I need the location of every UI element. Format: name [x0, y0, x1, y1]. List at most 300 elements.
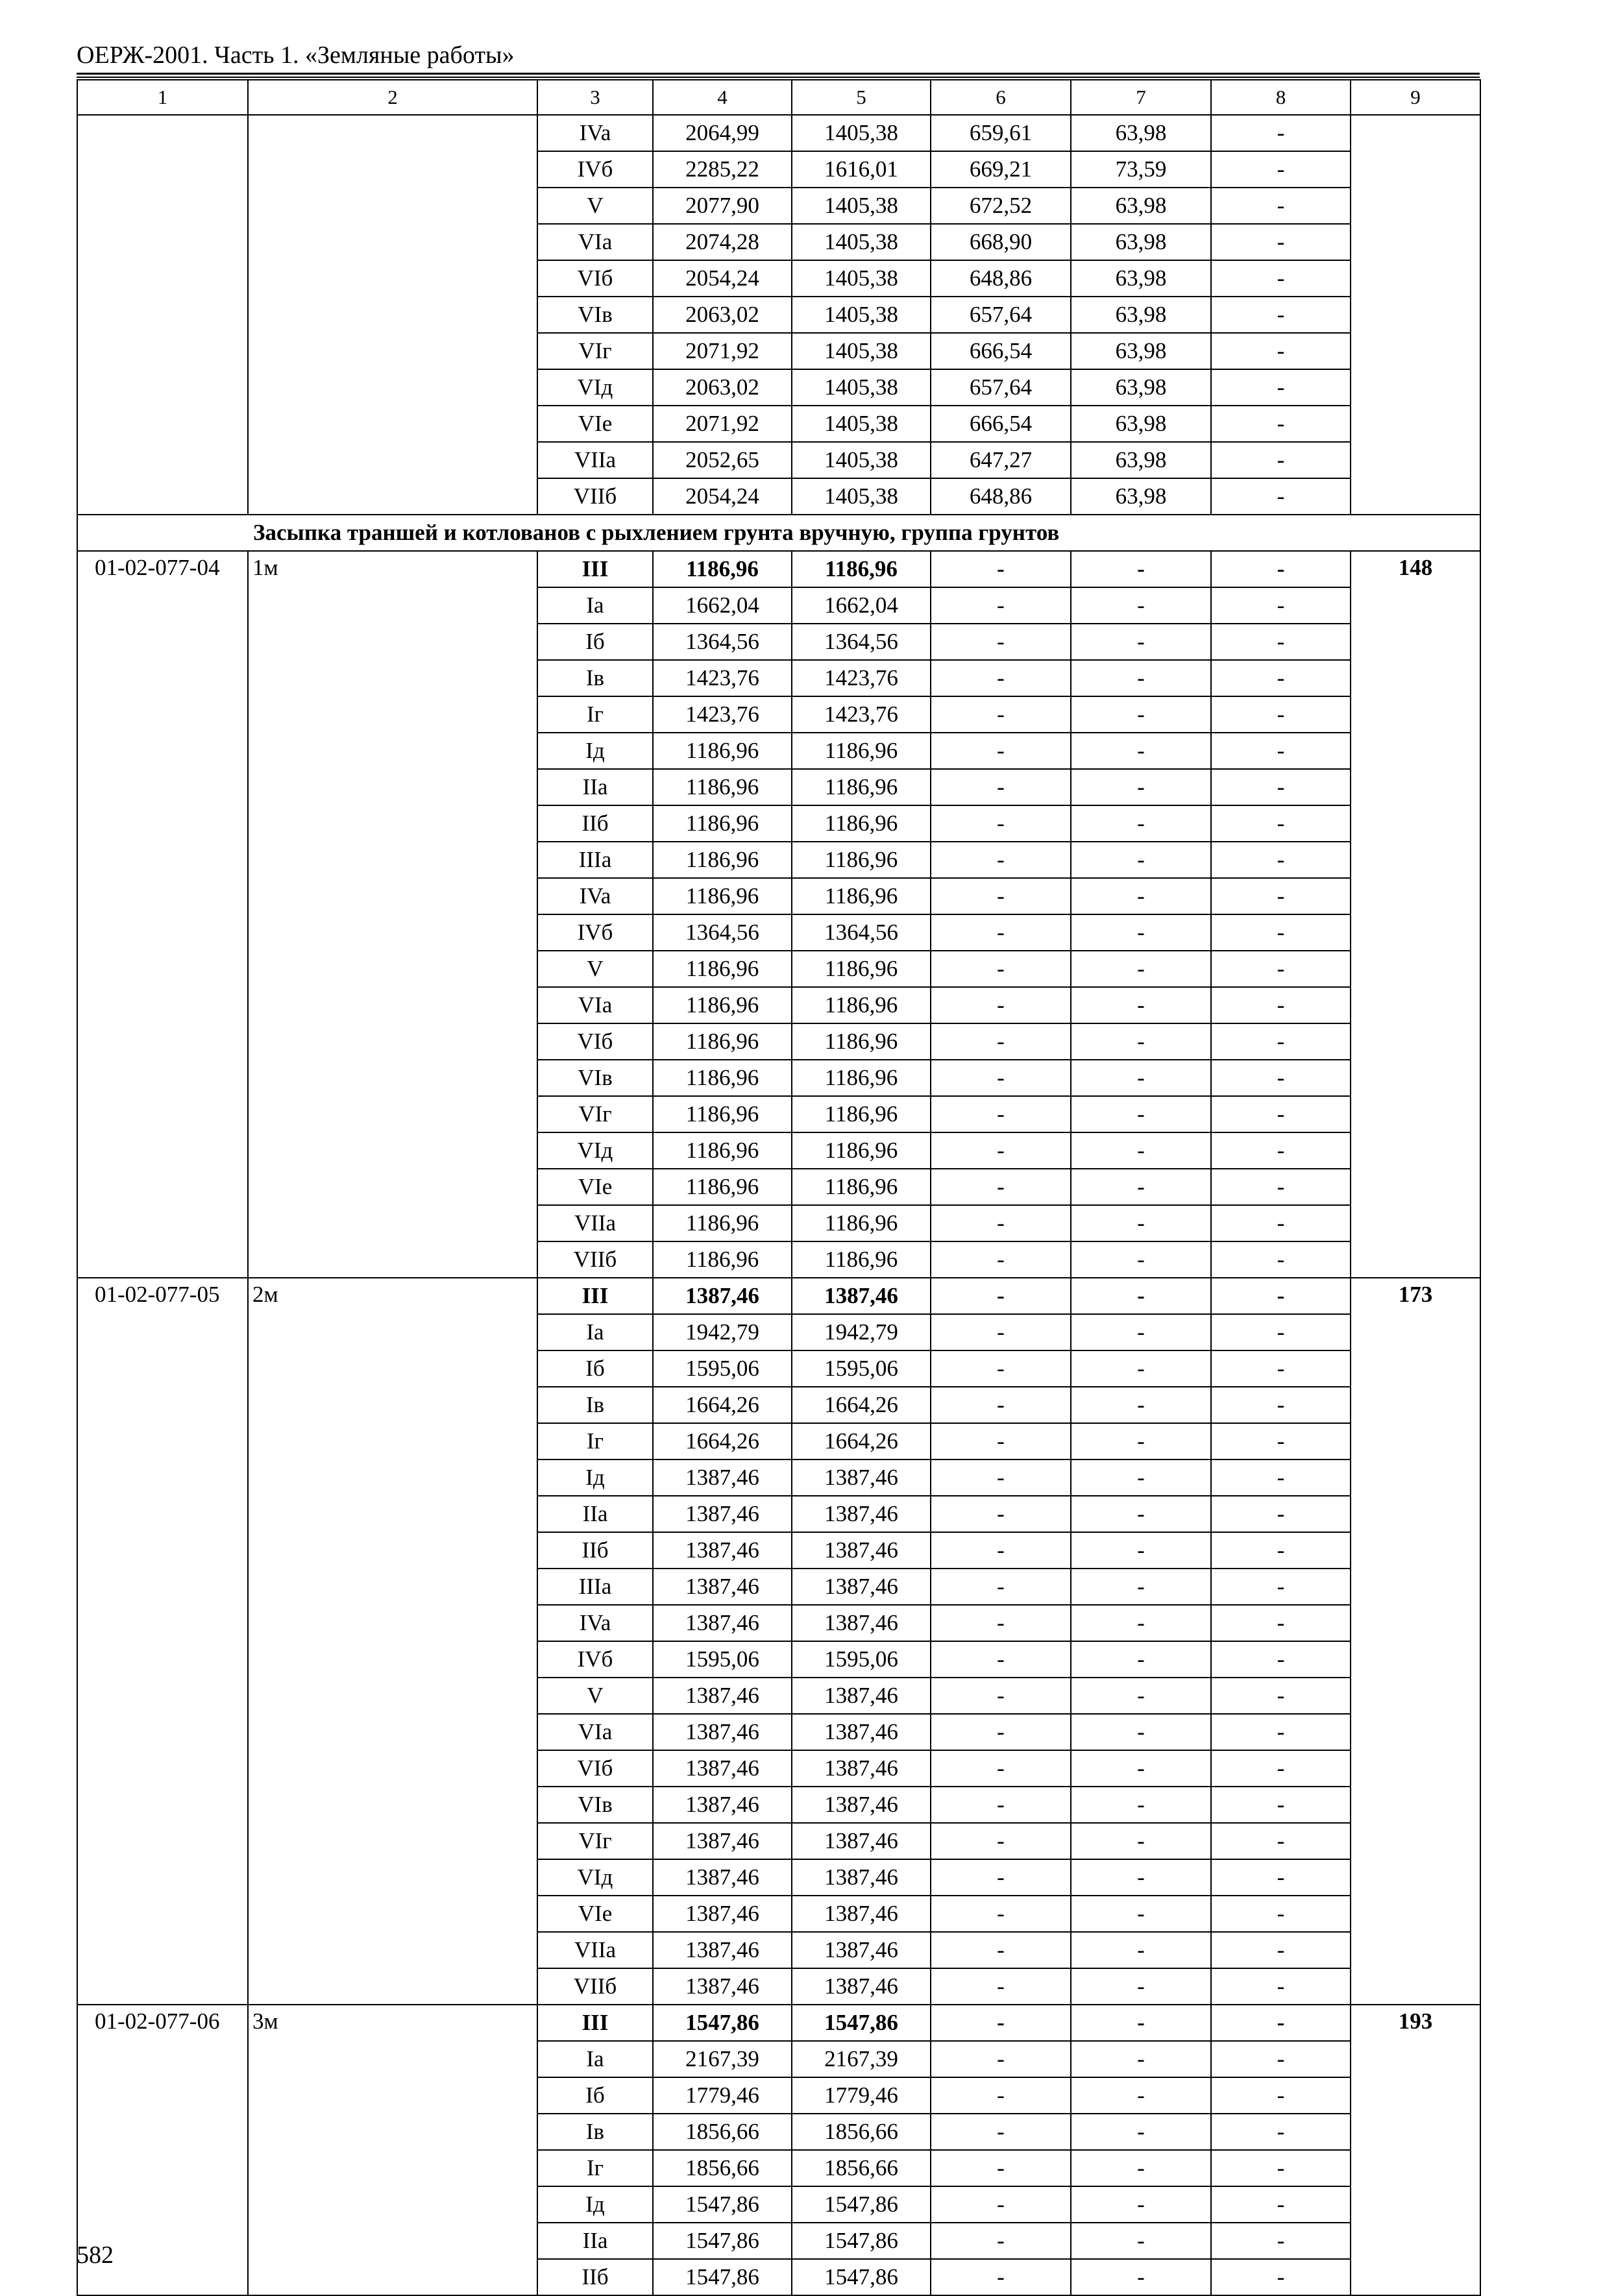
rate-name: 2м	[248, 1278, 537, 2005]
machines-cell: 647,27	[931, 442, 1071, 478]
grade-cell: III	[537, 2005, 653, 2041]
grade-cell: VIг	[537, 1096, 653, 1132]
machinists-wages-cell: -	[1071, 1569, 1211, 1605]
materials-cell: -	[1211, 660, 1351, 696]
total-cost-cell: 1364,56	[653, 624, 792, 660]
machines-cell: -	[931, 951, 1071, 987]
machines-cell: 666,54	[931, 406, 1071, 442]
machinists-wages-cell: -	[1071, 1496, 1211, 1532]
grade-cell: Iд	[537, 2186, 653, 2223]
wages-cell: 1186,96	[792, 1169, 931, 1205]
grade-cell: IIIa	[537, 1569, 653, 1605]
wages-cell: 1405,38	[792, 333, 931, 369]
grade-cell: V	[537, 951, 653, 987]
machinists-wages-cell: -	[1071, 2114, 1211, 2150]
total-cost-cell: 1856,66	[653, 2150, 792, 2186]
grade-cell: IIIa	[537, 842, 653, 878]
materials-cell: -	[1211, 369, 1351, 406]
table-row	[77, 2005, 1480, 2041]
materials-cell: -	[1211, 696, 1351, 733]
total-cost-cell: 1387,46	[653, 1968, 792, 2005]
wages-cell: 1364,56	[792, 624, 931, 660]
wages-cell: 1405,38	[792, 442, 931, 478]
materials-cell: -	[1211, 1678, 1351, 1714]
wages-cell: 1405,38	[792, 478, 931, 515]
grade-cell: VIд	[537, 1132, 653, 1169]
machinists-wages-cell: -	[1071, 1968, 1211, 2005]
grade-cell: VIе	[537, 1896, 653, 1932]
rate-code: 01-02-077-05	[77, 1278, 248, 2005]
page-number: 582	[77, 2241, 114, 2269]
machines-cell: -	[931, 1968, 1071, 2005]
labor-total: 148	[1351, 551, 1480, 1278]
machines-cell: -	[931, 1459, 1071, 1496]
total-cost-cell: 2054,24	[653, 260, 792, 297]
total-cost-cell: 1387,46	[653, 1823, 792, 1859]
materials-cell: -	[1211, 115, 1351, 151]
materials-cell: -	[1211, 2041, 1351, 2077]
machinists-wages-cell: -	[1071, 1350, 1211, 1387]
machinists-wages-cell: -	[1071, 1605, 1211, 1641]
grade-cell: VIб	[537, 1750, 653, 1787]
grade-cell: Iв	[537, 2114, 653, 2150]
section-spacer-cell	[77, 515, 248, 551]
machines-cell: -	[931, 1132, 1071, 1169]
grade-cell: Iб	[537, 2077, 653, 2114]
materials-cell: -	[1211, 1060, 1351, 1096]
machinists-wages-cell: -	[1071, 1387, 1211, 1423]
machines-cell: -	[931, 1241, 1071, 1278]
machinists-wages-cell: -	[1071, 2186, 1211, 2223]
machines-cell: -	[931, 1350, 1071, 1387]
materials-cell: -	[1211, 260, 1351, 297]
machinists-wages-cell: -	[1071, 842, 1211, 878]
total-cost-cell: 1186,96	[653, 878, 792, 914]
grade-cell: Ia	[537, 587, 653, 624]
wages-cell: 1186,96	[792, 551, 931, 587]
machines-cell: -	[931, 1278, 1071, 1314]
materials-cell: -	[1211, 1932, 1351, 1968]
machines-cell: -	[931, 1823, 1071, 1859]
materials-cell: -	[1211, 624, 1351, 660]
machinists-wages-cell: -	[1071, 2005, 1211, 2041]
total-cost-cell: 1186,96	[653, 1023, 792, 1060]
machines-cell: -	[931, 1859, 1071, 1896]
materials-cell: -	[1211, 2150, 1351, 2186]
machines-cell: -	[931, 1023, 1071, 1060]
materials-cell: -	[1211, 1569, 1351, 1605]
wages-cell: 1387,46	[792, 1859, 931, 1896]
grade-cell: VIе	[537, 1169, 653, 1205]
materials-cell: -	[1211, 1823, 1351, 1859]
grade-cell: VIIб	[537, 1241, 653, 1278]
materials-cell: -	[1211, 1968, 1351, 2005]
total-cost-cell: 1186,96	[653, 805, 792, 842]
total-cost-cell: 1186,96	[653, 1169, 792, 1205]
wages-cell: 1186,96	[792, 1060, 931, 1096]
machines-cell: -	[931, 551, 1071, 587]
wages-cell: 1405,38	[792, 297, 931, 333]
total-cost-cell: 1664,26	[653, 1423, 792, 1459]
machinists-wages-cell: 73,59	[1071, 151, 1211, 188]
wages-cell: 1186,96	[792, 842, 931, 878]
total-cost-cell: 1547,86	[653, 2223, 792, 2259]
machines-cell: -	[931, 1932, 1071, 1968]
total-cost-cell: 2052,65	[653, 442, 792, 478]
column-number-cell: 4	[653, 80, 792, 115]
wages-cell: 1387,46	[792, 1823, 931, 1859]
machinists-wages-cell: -	[1071, 1459, 1211, 1496]
materials-cell: -	[1211, 478, 1351, 515]
rate-code: 01-02-077-04	[77, 551, 248, 1278]
wages-cell: 1405,38	[792, 369, 931, 406]
wages-cell: 1387,46	[792, 1787, 931, 1823]
total-cost-cell: 2063,02	[653, 369, 792, 406]
grade-cell: IVa	[537, 878, 653, 914]
grade-cell: IVa	[537, 1605, 653, 1641]
grade-cell: VIв	[537, 1787, 653, 1823]
machinists-wages-cell: -	[1071, 1096, 1211, 1132]
machinists-wages-cell: -	[1071, 805, 1211, 842]
machinists-wages-cell: -	[1071, 1678, 1211, 1714]
column-number-cell: 5	[792, 80, 931, 115]
wages-cell: 1387,46	[792, 1750, 931, 1787]
machinists-wages-cell: 63,98	[1071, 188, 1211, 224]
machines-cell: -	[931, 624, 1071, 660]
machinists-wages-cell: -	[1071, 769, 1211, 805]
total-cost-cell: 1387,46	[653, 1787, 792, 1823]
wages-cell: 1662,04	[792, 587, 931, 624]
grade-cell: VIIб	[537, 1968, 653, 2005]
machines-cell: 657,64	[931, 369, 1071, 406]
grade-cell: Iд	[537, 733, 653, 769]
materials-cell: -	[1211, 1096, 1351, 1132]
materials-cell: -	[1211, 733, 1351, 769]
table-row	[77, 115, 1480, 151]
machines-cell: -	[931, 769, 1071, 805]
total-cost-cell: 1186,96	[653, 842, 792, 878]
wages-cell: 1186,96	[792, 878, 931, 914]
total-cost-cell: 1387,46	[653, 1714, 792, 1750]
name-cell	[248, 115, 537, 515]
grade-cell: VIIa	[537, 1932, 653, 1968]
grade-cell: IVб	[537, 1641, 653, 1678]
grade-cell: VIв	[537, 297, 653, 333]
page-header: ОЕРЖ-2001. Часть 1. «Земляные работы»	[77, 42, 515, 69]
machinists-wages-cell: 63,98	[1071, 478, 1211, 515]
total-cost-cell: 1387,46	[653, 1750, 792, 1787]
grade-cell: VIв	[537, 1060, 653, 1096]
wages-cell: 1547,86	[792, 2005, 931, 2041]
machines-cell: -	[931, 1496, 1071, 1532]
machinists-wages-cell: -	[1071, 1169, 1211, 1205]
grade-cell: IIб	[537, 2259, 653, 2295]
materials-cell: -	[1211, 1859, 1351, 1896]
total-cost-cell: 1186,96	[653, 1096, 792, 1132]
grade-cell: VIa	[537, 987, 653, 1023]
total-cost-cell: 1387,46	[653, 1896, 792, 1932]
materials-cell: -	[1211, 951, 1351, 987]
materials-cell: -	[1211, 587, 1351, 624]
wages-cell: 1387,46	[792, 1678, 931, 1714]
total-cost-cell: 1856,66	[653, 2114, 792, 2150]
materials-cell: -	[1211, 805, 1351, 842]
total-cost-cell: 1186,96	[653, 951, 792, 987]
machines-cell: -	[931, 1787, 1071, 1823]
total-cost-cell: 2071,92	[653, 333, 792, 369]
grade-cell: VIб	[537, 1023, 653, 1060]
machinists-wages-cell: -	[1071, 624, 1211, 660]
machinists-wages-cell: -	[1071, 2150, 1211, 2186]
wages-cell: 1547,86	[792, 2223, 931, 2259]
machinists-wages-cell: -	[1071, 1714, 1211, 1750]
machinists-wages-cell: -	[1071, 1278, 1211, 1314]
machinists-wages-cell: 63,98	[1071, 224, 1211, 260]
wages-cell: 1664,26	[792, 1423, 931, 1459]
materials-cell: -	[1211, 1023, 1351, 1060]
grade-cell: IVб	[537, 914, 653, 951]
grade-cell: Iд	[537, 1459, 653, 1496]
total-cost-cell: 1186,96	[653, 551, 792, 587]
grade-cell: V	[537, 188, 653, 224]
total-cost-cell: 1186,96	[653, 987, 792, 1023]
total-cost-cell: 1595,06	[653, 1350, 792, 1387]
grade-cell: IIa	[537, 769, 653, 805]
materials-cell: -	[1211, 151, 1351, 188]
machinists-wages-cell: -	[1071, 1132, 1211, 1169]
wages-cell: 1186,96	[792, 1023, 931, 1060]
materials-cell: -	[1211, 1132, 1351, 1169]
materials-cell: -	[1211, 1496, 1351, 1532]
machines-cell: 659,61	[931, 115, 1071, 151]
materials-cell: -	[1211, 188, 1351, 224]
materials-cell: -	[1211, 1605, 1351, 1641]
machinists-wages-cell: -	[1071, 914, 1211, 951]
wages-cell: 1186,96	[792, 1096, 931, 1132]
grade-cell: VIa	[537, 224, 653, 260]
total-cost-cell: 2063,02	[653, 297, 792, 333]
total-cost-cell: 1779,46	[653, 2077, 792, 2114]
materials-cell: -	[1211, 1387, 1351, 1423]
materials-cell: -	[1211, 2114, 1351, 2150]
total-cost-cell: 1387,46	[653, 1278, 792, 1314]
machinists-wages-cell: -	[1071, 2077, 1211, 2114]
wages-cell: 1423,76	[792, 696, 931, 733]
wages-cell: 1186,96	[792, 1205, 931, 1241]
total-cost-cell: 2064,99	[653, 115, 792, 151]
total-cost-cell: 1387,46	[653, 1532, 792, 1569]
machines-cell: 657,64	[931, 297, 1071, 333]
table-row	[77, 551, 1480, 587]
machinists-wages-cell: -	[1071, 1060, 1211, 1096]
wages-cell: 1387,46	[792, 1714, 931, 1750]
machines-cell: -	[931, 2259, 1071, 2295]
wages-cell: 1405,38	[792, 188, 931, 224]
materials-cell: -	[1211, 333, 1351, 369]
wages-cell: 1186,96	[792, 1241, 931, 1278]
wages-cell: 1364,56	[792, 914, 931, 951]
table-row	[77, 1278, 1480, 1314]
wages-cell: 1405,38	[792, 115, 931, 151]
grade-cell: VIIa	[537, 442, 653, 478]
machinists-wages-cell: -	[1071, 1932, 1211, 1968]
total-cost-cell: 1547,86	[653, 2259, 792, 2295]
machinists-wages-cell: -	[1071, 1314, 1211, 1350]
column-number-cell: 9	[1351, 80, 1480, 115]
machinists-wages-cell: -	[1071, 733, 1211, 769]
wages-cell: 1856,66	[792, 2150, 931, 2186]
code-cell	[77, 115, 248, 515]
total-cost-cell: 1364,56	[653, 914, 792, 951]
materials-cell: -	[1211, 406, 1351, 442]
machines-cell: -	[931, 987, 1071, 1023]
wages-cell: 1186,96	[792, 1132, 931, 1169]
wages-cell: 1405,38	[792, 224, 931, 260]
total-cost-cell: 2074,28	[653, 224, 792, 260]
machines-cell: -	[931, 733, 1071, 769]
wages-cell: 1387,46	[792, 1605, 931, 1641]
materials-cell: -	[1211, 1750, 1351, 1787]
wages-cell: 1387,46	[792, 1569, 931, 1605]
machinists-wages-cell: -	[1071, 2259, 1211, 2295]
machines-cell: 666,54	[931, 333, 1071, 369]
grade-cell: IIa	[537, 2223, 653, 2259]
header-rule	[77, 73, 1480, 75]
machines-cell: -	[931, 2223, 1071, 2259]
machinists-wages-cell: -	[1071, 696, 1211, 733]
total-cost-cell: 1387,46	[653, 1459, 792, 1496]
machines-cell: -	[931, 1314, 1071, 1350]
materials-cell: -	[1211, 1423, 1351, 1459]
total-cost-cell: 1186,96	[653, 1060, 792, 1096]
machinists-wages-cell: 63,98	[1071, 115, 1211, 151]
wages-cell: 1616,01	[792, 151, 931, 188]
column-number-cell: 6	[931, 80, 1071, 115]
materials-cell: -	[1211, 842, 1351, 878]
machinists-wages-cell: -	[1071, 1532, 1211, 1569]
total-cost-cell: 1387,46	[653, 1932, 792, 1968]
machinists-wages-cell: -	[1071, 551, 1211, 587]
grade-cell: IIб	[537, 1532, 653, 1569]
machines-cell: -	[931, 2150, 1071, 2186]
total-cost-cell: 1547,86	[653, 2005, 792, 2041]
rate-name: 1м	[248, 551, 537, 1278]
grade-cell: Iв	[537, 660, 653, 696]
machinists-wages-cell: 63,98	[1071, 442, 1211, 478]
materials-cell: -	[1211, 878, 1351, 914]
machinists-wages-cell: -	[1071, 2041, 1211, 2077]
wages-cell: 1387,46	[792, 1968, 931, 2005]
wages-cell: 1595,06	[792, 1641, 931, 1678]
grade-cell: Ia	[537, 1314, 653, 1350]
total-cost-cell: 2285,22	[653, 151, 792, 188]
wages-cell: 1186,96	[792, 769, 931, 805]
grade-cell: Iг	[537, 1423, 653, 1459]
grade-cell: VIг	[537, 333, 653, 369]
total-cost-cell: 1547,86	[653, 2186, 792, 2223]
grade-cell: Iб	[537, 624, 653, 660]
machines-cell: 648,86	[931, 260, 1071, 297]
column-number-cell: 1	[77, 80, 248, 115]
header-rule-thin	[77, 77, 1480, 78]
machines-cell: -	[931, 660, 1071, 696]
machines-cell: -	[931, 2186, 1071, 2223]
grade-cell: VIд	[537, 369, 653, 406]
grade-cell: Iб	[537, 1350, 653, 1387]
total-cost-cell: 2167,39	[653, 2041, 792, 2077]
wages-cell: 1387,46	[792, 1278, 931, 1314]
machines-cell: -	[931, 1714, 1071, 1750]
wages-cell: 1186,96	[792, 805, 931, 842]
wages-cell: 1856,66	[792, 2114, 931, 2150]
machinists-wages-cell: -	[1071, 1896, 1211, 1932]
materials-cell: -	[1211, 1278, 1351, 1314]
machines-cell: 672,52	[931, 188, 1071, 224]
grade-cell: IVa	[537, 115, 653, 151]
machines-cell: 648,86	[931, 478, 1071, 515]
grade-cell: Iг	[537, 2150, 653, 2186]
grade-cell: V	[537, 1678, 653, 1714]
wages-cell: 1779,46	[792, 2077, 931, 2114]
grade-cell: VIг	[537, 1823, 653, 1859]
machinists-wages-cell: -	[1071, 878, 1211, 914]
machinists-wages-cell: -	[1071, 1023, 1211, 1060]
grade-cell: III	[537, 551, 653, 587]
machines-cell: 669,21	[931, 151, 1071, 188]
wages-cell: 1405,38	[792, 406, 931, 442]
wages-cell: 1942,79	[792, 1314, 931, 1350]
machines-cell: -	[931, 1641, 1071, 1678]
machines-cell: -	[931, 1205, 1071, 1241]
grade-cell: Iв	[537, 1387, 653, 1423]
machines-cell: -	[931, 587, 1071, 624]
section-row	[77, 515, 1480, 551]
total-cost-cell: 1387,46	[653, 1496, 792, 1532]
grade-cell: IIa	[537, 1496, 653, 1532]
materials-cell: -	[1211, 2186, 1351, 2223]
column-number-cell: 8	[1211, 80, 1351, 115]
grade-cell: VIд	[537, 1859, 653, 1896]
total-cost-cell: 1387,46	[653, 1569, 792, 1605]
materials-cell: -	[1211, 2223, 1351, 2259]
machines-cell: -	[931, 1060, 1071, 1096]
materials-cell: -	[1211, 2077, 1351, 2114]
machinists-wages-cell: -	[1071, 660, 1211, 696]
total-cost-cell: 1186,96	[653, 1241, 792, 1278]
column-number-cell: 3	[537, 80, 653, 115]
materials-cell: -	[1211, 987, 1351, 1023]
materials-cell: -	[1211, 1641, 1351, 1678]
rates-table	[77, 79, 1481, 2296]
machinists-wages-cell: 63,98	[1071, 406, 1211, 442]
total-cost-cell: 1664,26	[653, 1387, 792, 1423]
machinists-wages-cell: -	[1071, 1641, 1211, 1678]
machines-cell: -	[931, 2005, 1071, 2041]
wages-cell: 2167,39	[792, 2041, 931, 2077]
column-number-cell: 7	[1071, 80, 1211, 115]
machinists-wages-cell: 63,98	[1071, 369, 1211, 406]
machinists-wages-cell: -	[1071, 1205, 1211, 1241]
total-cost-cell: 1186,96	[653, 733, 792, 769]
machinists-wages-cell: -	[1071, 1787, 1211, 1823]
materials-cell: -	[1211, 1314, 1351, 1350]
machines-cell: -	[931, 2114, 1071, 2150]
total-cost-cell: 1186,96	[653, 1132, 792, 1169]
total-cost-cell: 1942,79	[653, 1314, 792, 1350]
wages-cell: 1387,46	[792, 1459, 931, 1496]
materials-cell: -	[1211, 1169, 1351, 1205]
machines-cell: -	[931, 1678, 1071, 1714]
